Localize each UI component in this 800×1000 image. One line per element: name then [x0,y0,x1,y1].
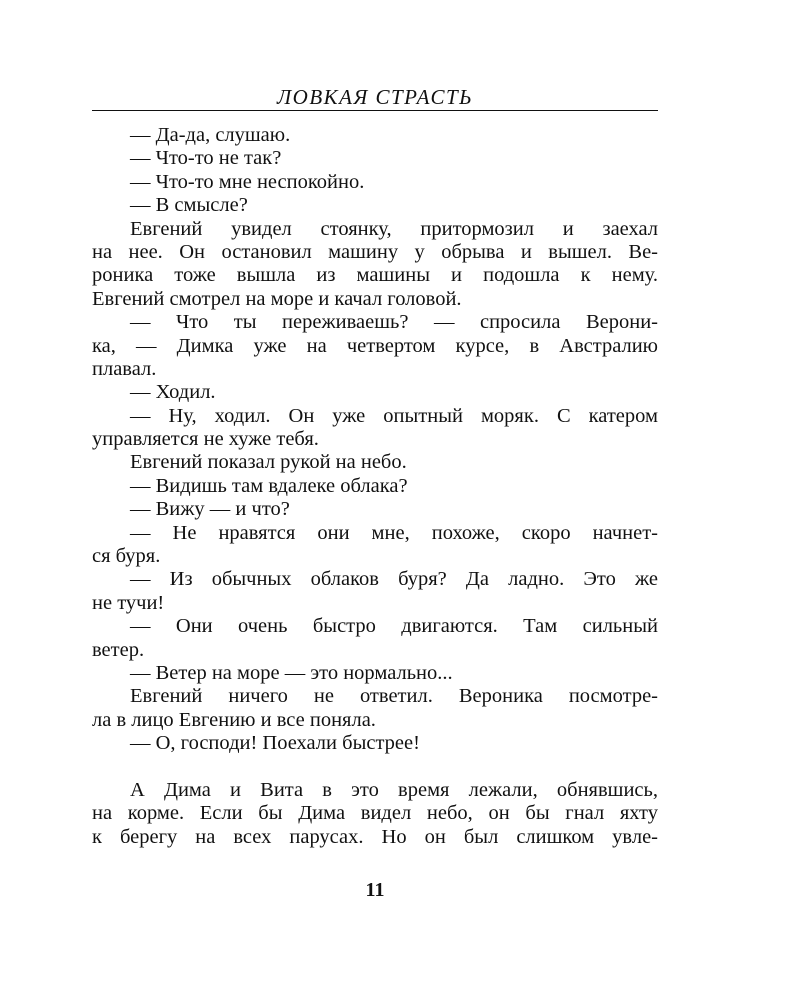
text-line: ла в лицо Евгению и все поняла. [92,708,376,731]
text-line: — Что-то мне неспокойно. [130,170,365,193]
text-line: — Видишь там вдалеке облака? [130,474,408,497]
text-line: — Что ты переживаешь? — спросила Верони- [130,311,658,334]
text-line: — Не нравятся они мне, похоже, скоро начнет- [130,521,658,544]
text-line: управляется не хуже тебя. [92,428,319,451]
text-line: Евгений ничего не ответил. Вероника посмотре- [130,685,658,708]
text-line: не тучи! [92,591,165,614]
text-line: — Вижу — и что? [130,498,290,521]
text-line: на нее. Он остановил машину у обрыва и вышел. Ве- [92,240,658,263]
text-line: — Из обычных облаков буря? Да ладно. Это же [130,568,658,591]
text-line: — Ветер на море — это нормально... [130,661,453,684]
text-line: — О, господи! Поехали быстрее! [130,732,420,755]
text-line: А Дима и Вита в это время лежали, обнявшись, [130,778,658,801]
text-line: — Они очень быстро двигаются. Там сильный [130,615,658,638]
header-rule [92,110,658,111]
section-break [92,756,658,779]
text-line: роника тоже вышла из машины и подошла к нему. [92,264,658,287]
body-text [92,124,658,849]
text-line: — В смысле? [130,194,248,217]
text-line: — Что-то не так? [130,147,282,170]
text-line: ка, — Димка уже на четвертом курсе, в Австралию [92,334,658,357]
text-line: — Ну, ходил. Он уже опытный моряк. С катером [130,404,658,427]
text-line: плавал. [92,357,157,380]
text-line: ветер. [92,638,145,661]
text-line: к берегу на всех парусах. Но он был слишком увле- [92,825,658,848]
text-line: ся буря. [92,545,161,568]
text-line: — Да-да, слушаю. [130,124,291,146]
running-head-title: ЛОВКАЯ СТРАСТЬ [276,85,474,109]
text-line: — Ходил. [130,381,216,404]
text-line: Евгений смотрел на море и качал головой. [92,287,462,310]
text-line: Евгений увидел стоянку, притормозил и заехал [130,217,658,240]
text-line: на корме. Если бы Дима видел небо, он бы гнал яхту [92,802,658,825]
page-number: 11 [365,879,385,901]
text-line: Евгений показал рукой на небо. [130,451,407,474]
